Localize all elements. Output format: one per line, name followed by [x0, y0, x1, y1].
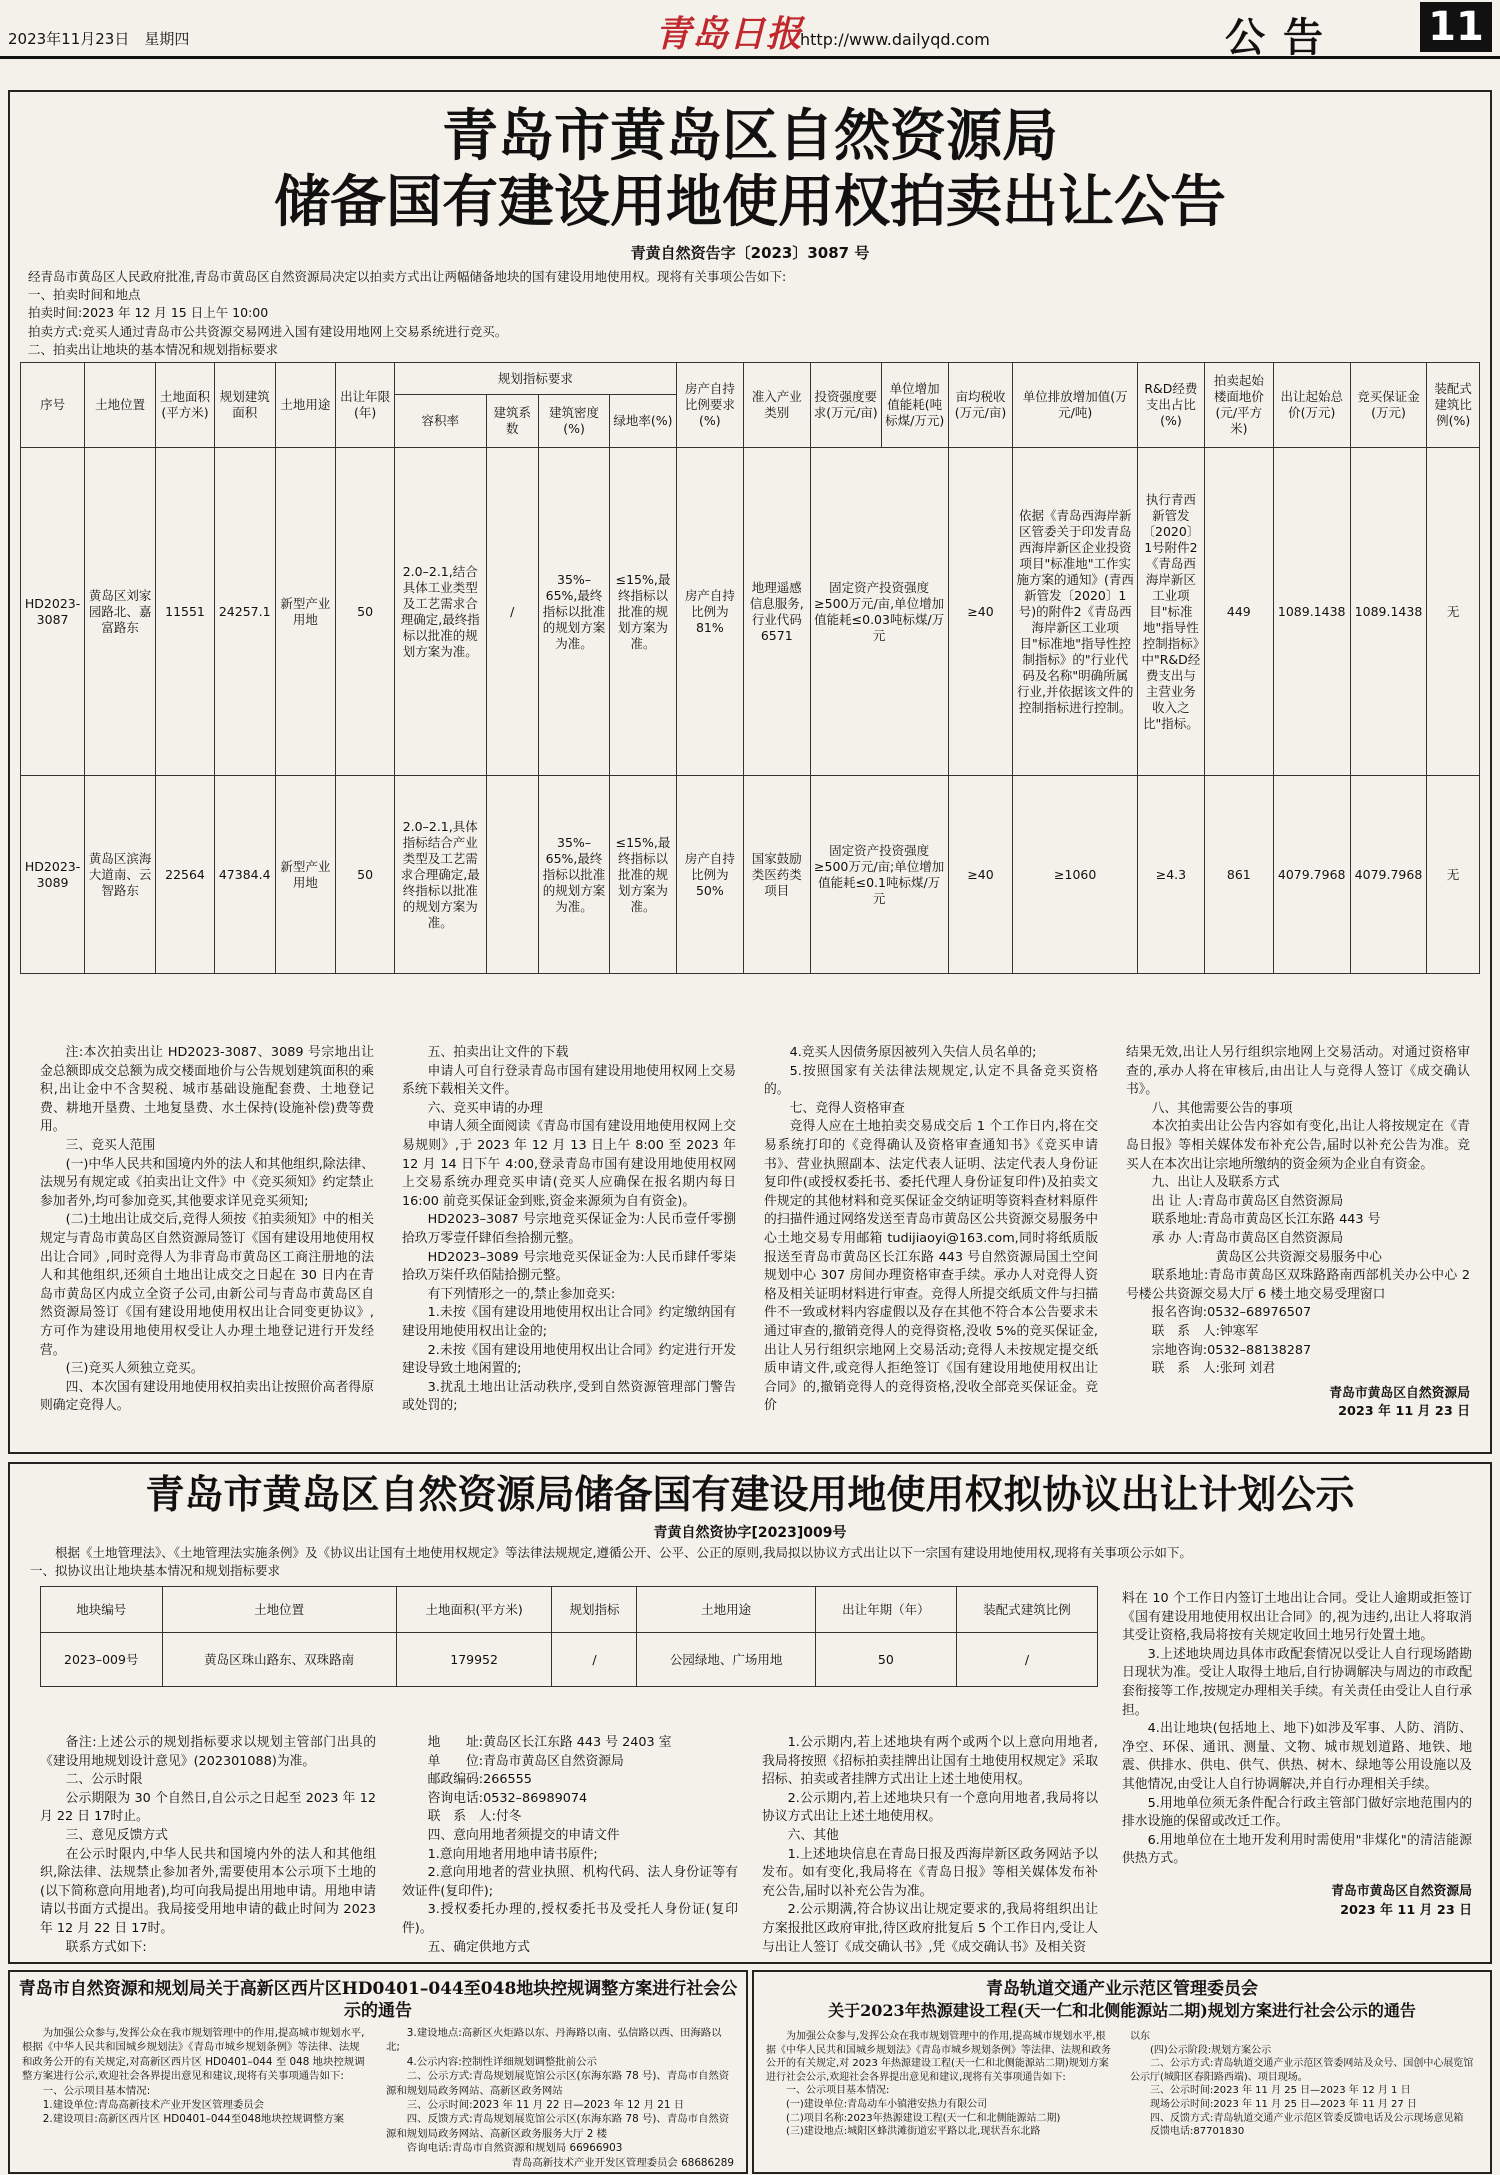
agreement-title: 青岛市黄岛区自然资源局储备国有建设用地使用权拟协议出让计划公示 — [145, 1472, 1355, 1518]
th-start-total: 出让起始总价(万元) — [1273, 363, 1350, 448]
site-url[interactable]: http://www.dailyqd.com — [800, 30, 990, 49]
th-coverage: 建筑系数 — [486, 395, 538, 447]
th-plan: 规划指标 — [552, 1587, 637, 1633]
paragraph: 申请人须全面阅读《青岛市国有建设用地使用权网上交易规则》,于 2023 年 12 月 13 日上午 8:00 至 2023 年 12 月 14 日下午 4:00,登录青岛市国有建设用地使用权网上交易系统办理竞买申请(竞买人应确保在报名期内每日 16:00 前竞买保证金到账,资金来源须为自有资金)。 — [402, 1119, 736, 1209]
paragraph: 3.扰乱土地出让活动秩序,受到自然资源管理部门警告或处罚的; — [402, 1379, 736, 1414]
rail-zone-col-1 — [766, 2030, 1114, 2139]
th-plan-group: 规划指标要求 — [394, 363, 676, 395]
newspaper-logo: 青岛日报 — [655, 13, 804, 55]
cell-area: 179952 — [396, 1633, 552, 1687]
cell-prefab: 无 — [1427, 776, 1480, 974]
cell-location: 黄岛区滨海大道南、云智路东 — [85, 776, 156, 974]
paragraph: 1.上述地块信息在青岛日报及西海岸新区政务网站予以发布。如有变化,我局将在《青岛日报》等相关媒体发布补充公告,届时以补充公告为准。 — [762, 1846, 1098, 1899]
cell-seq: HD2023-3089 — [21, 776, 85, 974]
cell-term: 50 — [336, 776, 395, 974]
paragraph: 申请人可自行登录青岛市国有建设用地使用权网上交易系统下载相关文件。 — [402, 1063, 736, 1098]
th-prefab: 装配式建筑比例 — [956, 1587, 1097, 1633]
cell-industry: 地理遥感信息服务,行业代码6571 — [743, 447, 810, 776]
contact-line: 反馈电话:87701830 — [1150, 2126, 1245, 2138]
th-floor-price: 拍卖起始楼面地价(元/平方米) — [1204, 363, 1273, 448]
paragraph: 以东 — [1130, 2031, 1150, 2042]
sign-date: 2023 年 11 月 23 日 — [1338, 1404, 1470, 1420]
th-density: 建筑密度(%) — [539, 395, 610, 447]
cell-tax: ≥40 — [948, 447, 1013, 776]
section-heading: 六、竞买申请的办理 — [427, 1100, 543, 1116]
th-self-hold: 房产自持比例要求(%) — [676, 363, 743, 448]
sign-date: 2023 年 11 月 23 日 — [1340, 1902, 1472, 1918]
cell-density: 35%–65%,最终指标以批准的规划方案为准。 — [539, 447, 610, 776]
paragraph: 为加强公众参与,发挥公众在我市规划管理中的作用,提高城市规划水平,根据《中华人民共和国城乡规划法》《青岛市城乡规划条例》等法律、法规和政务公开的有关规定,对 2023 年热源建设工程(天一仁和北侧能源站二期)规划方案进行社会公示,欢迎社会各界提出意见和建议,现将有关事项通告如下: — [766, 2031, 1111, 2083]
paragraph: 在公示时限内,中华人民共和国境内外的法人和其他组织,除法律、法规禁止参加者外,需要使用本公示项下土地的(以下简称意向用地者),均可向我局提出用地申请。用地申请请以书面方式提出。我局接受用地申请的截止时间为 2023 年 12 月 22 日 17时。 — [40, 1846, 376, 1936]
paragraph: 四、反馈方式:青岛轨道交通产业示范区管委反馈电话及公示现场意见箱 — [1150, 2112, 1464, 2124]
paragraph: 4.出让地块(包括地上、地下)如涉及军事、人防、消防、净空、环保、通讯、测量、文物、城市规划道路、地铁、地震、供排水、供电、供气、供热、树木、绿地等公用设施以及其他情况,由受让人自行协调解决,并自行办理相关手续。 — [1122, 1721, 1472, 1792]
contact-line: 邮政编码:266555 — [427, 1772, 532, 1788]
cell-plan: / — [552, 1633, 637, 1687]
cell-gfa: 47384.4 — [214, 776, 275, 974]
auction-intro — [28, 268, 1468, 359]
cell-floor-price: 449 — [1204, 447, 1273, 776]
section-heading: 一、公示项目基本情况: — [786, 2085, 890, 2097]
th-term: 出让年限(年) — [336, 363, 395, 448]
agreement-doc-number: 青黄自然资协字[2023]009号 — [653, 1525, 847, 1541]
issue-date: 2023年11月23日 星期四 — [8, 30, 190, 48]
th-term: 出让年期（年） — [815, 1587, 956, 1633]
intro-line: 二、拍卖出让地块的基本情况和规划指标要求 — [28, 341, 279, 357]
agreement-col-2 — [402, 1734, 738, 1957]
th-use: 土地用途 — [637, 1587, 815, 1633]
cell-area: 22564 — [156, 776, 215, 974]
th-emission: 单位排放增加值(万元/吨) — [1013, 363, 1138, 448]
contact-line: 单 位:青岛市黄岛区自然资源局 — [427, 1753, 624, 1769]
th-gfa: 规划建筑面积 — [214, 363, 275, 448]
cell-far: 2.0–2.1,结合具体工业类型及工艺需求合理确定,最终指标以批准的规划方案为准。 — [394, 447, 486, 776]
contact-line: 青岛高新技术产业开发区管理委员会 68686289 — [511, 2156, 734, 2169]
paragraph: 4.公示内容:控制性详细规划调整批前公示 — [406, 2055, 597, 2068]
th-deposit: 竞买保证金(万元) — [1350, 363, 1427, 448]
cell-coverage — [486, 776, 538, 974]
paragraph: 四、本次国有建设用地使用权拍卖出让按照价高者得原则确定竞得人。 — [40, 1379, 374, 1414]
contact-line: 联系地址:青岛市黄岛区双珠路路南西部机关办公中心 2 号楼公共资源交易大厅 6 楼土地交易受理窗口 — [1126, 1268, 1470, 1302]
cell-rd: 执行青西新管发〔2020〕1号附件2《青岛西海岸新区工业项目"标准地"指导性控制指标》中"R&D经费支出与主营业务收入之比"指标。 — [1137, 447, 1204, 776]
contact-line: 联系地址:青岛市黄岛区长江东路 443 号 — [1151, 1212, 1381, 1228]
th-seq: 序号 — [21, 363, 85, 448]
cell-prefab: / — [956, 1633, 1097, 1687]
cell-deposit: 4079.7968 — [1350, 776, 1427, 974]
section-name: 公告 — [1225, 14, 1341, 61]
contact-line: 出 让 人:青岛市黄岛区自然资源局 — [1151, 1193, 1344, 1209]
paragraph: 2.意向用地者的营业执照、机构代码、法人身份证等有效证件(复印件); — [402, 1865, 738, 1899]
cell-term: 50 — [815, 1633, 956, 1687]
auction-title-line2: 储备国有建设用地使用权拍卖出让公告 — [274, 169, 1226, 235]
section-heading: 八、其他需要公告的事项 — [1151, 1100, 1293, 1116]
section-heading: 五、确定供地方式 — [427, 1939, 530, 1955]
paragraph: 竞得人应在土地拍卖交易成交后 1 个工作日内,将在交易系统打印的《竞得确认及资格审查通知书》《竞买申请书》、营业执照副本、法定代表人证明、法定代表人身份证复印件(或授权委托书、委托代理人身份证复印件)及拍卖文件规定的其他材料和竞买保证金交纳证明等资料查材料原件的扫描件通过网络发送至青岛市黄岛区公共资源交易服务中心土地交易专用邮箱 tudijiaoyi@163.com,同时将纸质版报送至青岛市黄岛区长江东路 443 号自然资源局国土空间规划中心 307 房间办理资格审查手续。承办人对竞得人资格及相关证明材料进行审查。竞得人所提交纸质文件与扫描件不一致或材料内容虚假以及存在其他不符合本公告要求未通过审查的,撤销竞得人的竞得资格,没收 5%的竞买保证金,出让人另行组织宗地网上交易活动;竞得人未按规定提交纸质申请文件,或竞得人拒绝签订《国有建设用地使用权出让合同》的,撤销竞得人的竞得资格,没收全部竞买保证金。竞价 — [764, 1119, 1098, 1414]
highzone-col-1 — [22, 2026, 368, 2127]
agreement-intro — [30, 1544, 1470, 1580]
paragraph: (一)中华人民共和国境内外的法人和其他组织,除法律、法规另有规定或《拍卖出让文件》中《竞买须知》约定禁止参加者外,均可参加竞买,其他要求详见竞买须知; — [40, 1156, 374, 1209]
rail-zone-org: 青岛轨道交通产业示范区管理委员会 — [986, 1979, 1258, 1999]
cell-emission: ≥1060 — [1013, 776, 1138, 974]
cell-green: ≤15%,最终指标以批准的规划方案为准。 — [610, 776, 677, 974]
masthead — [0, 0, 1500, 59]
paragraph: 6.用地单位在土地开发利用时需使用"非煤化"的清洁能源供热方式。 — [1122, 1832, 1472, 1867]
intro-line: 拍卖时间:2023 年 12 月 15 日上午 10:00 — [28, 305, 269, 321]
cell-green: ≤15%,最终指标以批准的规划方案为准。 — [610, 447, 677, 776]
paragraph: 1.建设单位:青岛高新技术产业开发区管理委员会 — [42, 2099, 265, 2112]
cell-invest: 固定资产投资强度≥500万元/亩;单位增加值能耗≤0.1吨标煤/万元 — [810, 776, 948, 974]
section-heading: 七、竞得人资格审查 — [789, 1100, 905, 1116]
table-row — [41, 1633, 1098, 1687]
paragraph: 为加强公众参与,发挥公众在我市规划管理中的作用,提高城市规划水平,根据《中华人民共和国城乡规划法》《青岛市城乡规划条例》等法律、法规和政务公开的有关规定,对高新区西片区 HD0401–044 至 048 地块控规调整方案进行公示,欢迎社会各界提出意见和建议,现将有关事项通告如下: — [22, 2027, 365, 2083]
signer: 青岛市黄岛区自然资源局 — [1331, 1883, 1472, 1899]
contact-line: 黄岛区公共资源交易服务中心 — [1151, 1249, 1382, 1265]
intro-line: 拍卖方式:竞买人通过青岛市公共资源交易网进入国有建设用地网上交易系统进行竞买。 — [28, 323, 508, 339]
paragraph: 料在 10 个工作日内签订土地出让合同。受让人逾期或拒签订《国有建设用地使用权出让合同》的,视为违约,出让人将取消其受让资格,我局将按有关规定收回土地另行处置土地。 — [1122, 1591, 1472, 1644]
th-far: 容积率 — [394, 395, 486, 447]
paragraph: (四)公示阶段:规划方案公示 — [1150, 2044, 1272, 2056]
highzone-notice — [8, 1970, 748, 2174]
cell-start-total: 4079.7968 — [1273, 776, 1350, 974]
th-industry: 准入产业类别 — [743, 363, 810, 448]
cell-term: 50 — [336, 447, 395, 776]
page-number: 11 — [1420, 2, 1492, 52]
agreement-parcel-table — [40, 1586, 1098, 1687]
paragraph: 2.公示期内,若上述地块只有一个意向用地者,我局将以协议方式出让上述土地使用权。 — [762, 1790, 1098, 1825]
contact-line: 咨询电话:0532–86989074 — [427, 1790, 588, 1806]
cell-prefab: 无 — [1427, 447, 1480, 776]
auction-parcel-table — [20, 362, 1480, 974]
paragraph: 2.未按《国有建设用地使用权出让合同》约定进行开发建设导致土地闲置的; — [402, 1342, 736, 1377]
paragraph: HD2023–3087 号宗地竞买保证金为:人民币壹仟零捌拾玖万零壹仟肆佰叁拾捌元整。 — [402, 1212, 736, 1246]
section-heading: 三、意见反馈方式 — [65, 1827, 168, 1843]
table-row — [21, 447, 1480, 776]
cell-use: 公园绿地、广场用地 — [637, 1633, 815, 1687]
highzone-col-2 — [386, 2026, 734, 2170]
th-use: 土地用途 — [275, 363, 336, 448]
paragraph: 二、公示方式:青岛轨道交通产业示范区管委网站及众号、国创中心展览馆公示厅(城阳区春阳路西端)、项目现场。 — [1130, 2058, 1474, 2083]
cell-use: 新型产业用地 — [275, 447, 336, 776]
th-tax: 亩均税收(万元/亩) — [948, 363, 1013, 448]
th-location: 土地位置 — [85, 363, 156, 448]
agreement-notice — [8, 1462, 1492, 1964]
paragraph: 根据《土地管理法》、《土地管理法实施条例》及《协议出让国有土地使用权规定》等法律法规规定,遵循公开、公平、公正的原则,我局拟以协议方式出让以下一宗国有建设用地使用权,现将有关事项公示如下。 — [55, 1545, 1192, 1560]
rail-zone-col-2 — [1130, 2030, 1478, 2139]
auction-doc-number: 青黄自然资告字〔2023〕3087 号 — [630, 244, 870, 262]
paragraph: (二)土地出让成交后,竞得人须按《拍卖须知》中的相关规定与青岛市黄岛区自然资源局签订《国有建设用地使用权出让合同》,同时竞得人为非青岛市黄岛区工商注册地的法人和其他组织,还须自土地出让成交之日起在 30 日内在青岛市黄岛区内成立全资子公司,由新公司与青岛市黄岛区自然资源局签订《国有建设用地使用权出让合同变更协议》,方可作为建设用地使用权受让人办理土地登记进行开发经营。 — [40, 1212, 374, 1358]
auction-col-2 — [402, 1044, 736, 1416]
paragraph: 3.上述地块周边具体市政配套情况以受让人自行现场踏勘日现状为准。受让人取得土地后,自行协调解决与周边的市政配套衔接等工作,按规定办理相关手续。有关责任由受让人自行承担。 — [1122, 1646, 1472, 1718]
paragraph: HD2023–3089 号宗地竞买保证金为:人民币肆仟零柒拾玖万柒仟玖佰陆拾捌元整。 — [402, 1249, 736, 1284]
contact-line: 地 址:黄岛区长江东路 443 号 2403 室 — [427, 1735, 672, 1750]
auction-col-1 — [40, 1044, 374, 1416]
auction-title-line1: 青岛市黄岛区自然资源局 — [442, 103, 1058, 169]
paragraph: 二、公示方式:青岛规划展览馆公示区(东海东路 78 号)、青岛市自然资源和规划局政务网站、高新区政务网站 — [386, 2070, 730, 2097]
cell-location: 黄岛区珠山路东、双珠路南 — [162, 1633, 396, 1687]
paragraph: 3.授权委托办理的,授权委托书及受托人身份证(复印件)。 — [402, 1902, 738, 1936]
contact-line: 宗地咨询:0532–88138287 — [1151, 1342, 1312, 1358]
highzone-title: 青岛市自然资源和规划局关于高新区西片区HD0401–044至048地块控规调整方案进行社会公示的通告 — [18, 1979, 738, 2021]
cell-tax: ≥40 — [948, 776, 1013, 974]
section-heading: 三、竞买人范围 — [65, 1137, 156, 1153]
th-prefab: 装配式建筑比例(%) — [1427, 363, 1480, 448]
section-heading: 四、意向用地者须提交的申请文件 — [427, 1827, 620, 1843]
th-green: 绿地率(%) — [610, 395, 677, 447]
section-heading: 二、公示时限 — [65, 1772, 143, 1788]
th-energy: 单位增加值能耗(吨标煤/万元) — [881, 363, 948, 448]
auction-col-3 — [764, 1044, 1098, 1416]
cell-self-hold: 房产自持比例为50% — [676, 776, 743, 974]
section-heading: 五、拍卖出让文件的下载 — [427, 1045, 569, 1060]
rail-zone-title: 关于2023年热源建设工程(天一仁和北侧能源站二期)规划方案进行社会公示的通告 — [828, 2001, 1416, 2020]
th-rd: R&D经费支出占比(%) — [1137, 363, 1204, 448]
th-invest: 投资强度要求(万元/亩) — [810, 363, 881, 448]
paragraph: 联系方式如下: — [65, 1939, 147, 1955]
paragraph: 3.建设地点:高新区火炬路以东、丹海路以南、弘信路以西、田海路以北; — [386, 2027, 722, 2054]
cell-density: 35%–65%,最终指标以批准的规划方案为准。 — [539, 776, 610, 974]
paragraph: 4.竞买人因债务原因被列入失信人员名单的; — [789, 1045, 1037, 1060]
paragraph: (三)竞买人须独立竞买。 — [65, 1361, 204, 1377]
paragraph: 1.未按《国有建设用地使用权出让合同》约定缴纳国有建设用地使用权出让金的; — [402, 1305, 736, 1339]
th-area: 土地面积(平方米) — [396, 1587, 552, 1633]
agreement-col-3 — [762, 1734, 1098, 1957]
paragraph: 四、反馈方式:青岛规划展览馆公示区(东海东路 78 号)、青岛市自然资源和规划局政务网站、高新区政务服务大厅 2 楼 — [386, 2113, 730, 2140]
agreement-col-1 — [40, 1734, 376, 1957]
paragraph: 现场公示时间:2023 年 11 月 25 日—2023 年 11 月 27 日 — [1150, 2098, 1417, 2110]
paragraph: 1.意向用地者用地申请书原件; — [427, 1846, 598, 1862]
contact-line: 报名咨询:0532–68976507 — [1151, 1305, 1312, 1321]
section-heading: 六、其他 — [787, 1827, 839, 1843]
auction-notice — [8, 90, 1492, 1454]
cell-industry: 国家鼓励类医药类项目 — [743, 776, 810, 974]
contact-line: 承 办 人:青岛市黄岛区自然资源局 — [1151, 1230, 1344, 1246]
paragraph: 有下列情形之一的,禁止参加竞买: — [427, 1286, 616, 1302]
cell-start-total: 1089.1438 — [1273, 447, 1350, 776]
cell-gfa: 24257.1 — [214, 447, 275, 776]
paragraph: 注:本次拍卖出让 HD2023-3087、3089 号宗地出让金总额即成交总额为成交楼面地价与公告规划建筑面积的乘积,出让金中不含契税、城市基础设施配套费、土地登记费、耕地开垦费、土地复垦费、水土保持(设施补偿)费等费用。 — [40, 1045, 374, 1135]
cell-area: 11551 — [156, 447, 215, 776]
cell-use: 新型产业用地 — [275, 776, 336, 974]
th-parcel-no: 地块编号 — [41, 1587, 163, 1633]
section-heading: 九、出让人及联系方式 — [1151, 1175, 1280, 1191]
cell-parcel-no: 2023–009号 — [41, 1633, 163, 1687]
contact-line: 联 系 人:钟寒军 — [1151, 1323, 1259, 1339]
intro-line: 一、拍卖时间和地点 — [28, 287, 141, 303]
cell-invest: 固定资产投资强度≥500万元/亩,单位增加值能耗≤0.03吨标煤/万元 — [810, 447, 948, 776]
paragraph: 2.建设项目:高新区西片区 HD0401–044至048地块控规调整方案 — [42, 2113, 345, 2126]
paragraph: (三)建设地点:城阳区蜂洪滩街道宏平路以北,现状吾东北路 — [786, 2126, 1041, 2138]
cell-emission: 依据《青岛西海岸新区管委关于印发青岛西海岸新区企业投资项目"标准地"工作实施方案的通知》(青西新管发〔2020〕1号)的附件2《青岛西海岸新区工业项目"标准地"指导性控制指标》的"行业代码及名称"明确所属行业,并依据该文件的控制指标进行控制。 — [1013, 447, 1138, 776]
paragraph: (二)项目名称:2023年热源建设工程(天一仁和北侧能源站二期) — [786, 2112, 1061, 2124]
agreement-col-right — [1122, 1590, 1472, 1920]
cell-rd: ≥4.3 — [1137, 776, 1204, 974]
contact-line: 咨询电话:青岛市自然资源和规划局 66966903 — [406, 2142, 623, 2155]
paragraph: 1.公示期内,若上述地块有两个或两个以上意向用地者,我局将按照《招标拍卖挂牌出让国有土地使用权规定》采取招标、拍卖或者挂牌方式出让上述土地使用权。 — [762, 1735, 1098, 1788]
cell-floor-price: 861 — [1204, 776, 1273, 974]
auction-col-4 — [1126, 1044, 1470, 1422]
cell-self-hold: 房产自持比例为81% — [676, 447, 743, 776]
paragraph: (一)建设单位:青岛动车小镇港安热力有限公司 — [786, 2098, 988, 2110]
paragraph: 本次拍卖出让公告内容如有变化,出让人将按规定在《青岛日报》等相关媒体发布补充公告,届时以补充公告为准。竞买人在本次出让宗地所缴纳的资金须为企业自有资金。 — [1126, 1119, 1470, 1172]
paragraph: 备注:上述公示的规划指标要求以规划主管部门出具的《建设用地规划设计意见》(202301088)为准。 — [40, 1735, 376, 1769]
cell-deposit: 1089.1438 — [1350, 447, 1427, 776]
section-heading: 一、公示项目基本情况: — [42, 2084, 151, 2097]
th-location: 土地位置 — [162, 1587, 396, 1633]
cell-far: 2.0–2.1,具体指标结合产业类型及工艺需求合理确定,最终指标以批准的规划方案为准。 — [394, 776, 486, 974]
contact-line: 联 系 人:付冬 — [427, 1809, 522, 1825]
paragraph: 公示期限为 30 个自然日,自公示之日起至 2023 年 12 月 22 日 17时止。 — [40, 1790, 376, 1825]
cell-coverage: / — [486, 447, 538, 776]
paragraph: 2.公示期满,符合协议出让规定要求的,我局将组织出让方案报批区政府审批,待区政府批复后 5 个工作日内,受让人与出让人签订《成交确认书》,凭《成交确认书》及相关资 — [762, 1902, 1098, 1955]
cell-seq: HD2023-3087 — [21, 447, 85, 776]
paragraph: 结果无效,出让人另行组织宗地网上交易活动。对通过资格审查的,承办人将在审核后,由出让人与竞得人签订《成交确认书》。 — [1126, 1045, 1470, 1098]
intro-line: 经青岛市黄岛区人民政府批准,青岛市黄岛区自然资源局决定以拍卖方式出让两幅储备地块的国有建设用地使用权。现将有关事项公告如下: — [28, 269, 787, 284]
rail-zone-notice — [752, 1970, 1492, 2174]
paragraph: 三、公示时间:2023 年 11 月 22 日—2023 年 12 月 21 日 — [406, 2099, 685, 2112]
section-heading: 一、拟协议出让地块基本情况和规划指标要求 — [30, 1563, 281, 1579]
cell-location: 黄岛区刘家园路北、嘉富路东 — [85, 447, 156, 776]
paragraph: 5.用地单位须无条件配合行政主管部门做好宗地范围内的排水设施的保留或改迁工作。 — [1122, 1795, 1472, 1830]
contact-line: 联 系 人:张珂 刘君 — [1151, 1361, 1276, 1377]
th-area: 土地面积(平方米) — [156, 363, 215, 448]
paragraph: 5.按照国家有关法律法规规定,认定不具备竞买资格的。 — [764, 1063, 1098, 1098]
table-row — [21, 776, 1480, 974]
paragraph: 三、公示时间:2023 年 11 月 25 日—2023 年 12 月 1 日 — [1150, 2085, 1411, 2097]
signer: 青岛市黄岛区自然资源局 — [1329, 1385, 1470, 1401]
